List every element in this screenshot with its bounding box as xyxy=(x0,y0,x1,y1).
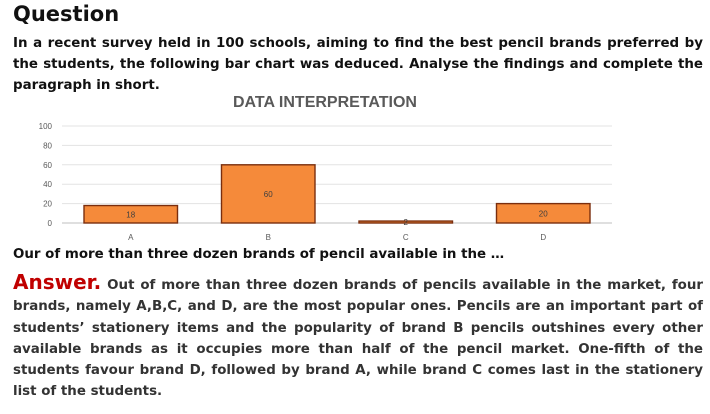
x-tick-label-A: A xyxy=(128,233,134,242)
answer-paragraph xyxy=(13,272,703,403)
prompt-ending: Our of more than three dozen brands of pencil available in the … xyxy=(13,247,505,262)
data-label-D: 20 xyxy=(538,209,548,219)
bar-chart xyxy=(0,88,710,248)
y-tick-label: 80 xyxy=(43,141,52,151)
y-tick-label: 40 xyxy=(43,180,52,190)
answer-label: Answer. xyxy=(13,270,102,294)
y-tick-label: 60 xyxy=(43,160,52,170)
data-label-B: 60 xyxy=(263,189,273,199)
x-tick-label-C: C xyxy=(402,233,409,242)
x-tick-label-B: B xyxy=(265,233,271,242)
data-label-A: 18 xyxy=(126,210,136,220)
y-tick-label: 0 xyxy=(47,219,52,228)
question-heading: Question xyxy=(13,2,120,26)
data-label-C: 2 xyxy=(403,218,408,228)
x-tick-label-D: D xyxy=(540,233,547,242)
question-text: In a recent survey held in 100 schools, aiming to find the best pencil brands preferred by the students, the following bar chart was deduced. Analyse the findings and complete the paragraph in short. xyxy=(13,36,703,93)
answer-text: Out of more than three dozen brands of pencils available in the market, four brands, namely A,B,C, and D, are the most popular ones. Pencils are an important part of students’ stationery items and the popularity of brand B pencils outshines every other available brands as it occupies more than half of the pencil market. One-fifth of the students favour brand D, followed by brand A, while brand C comes last in the stationery list of the students. xyxy=(13,278,703,400)
y-tick-label: 20 xyxy=(43,199,52,209)
y-tick-label: 100 xyxy=(38,122,52,131)
chart-title: DATA INTERPRETATION xyxy=(233,94,417,111)
